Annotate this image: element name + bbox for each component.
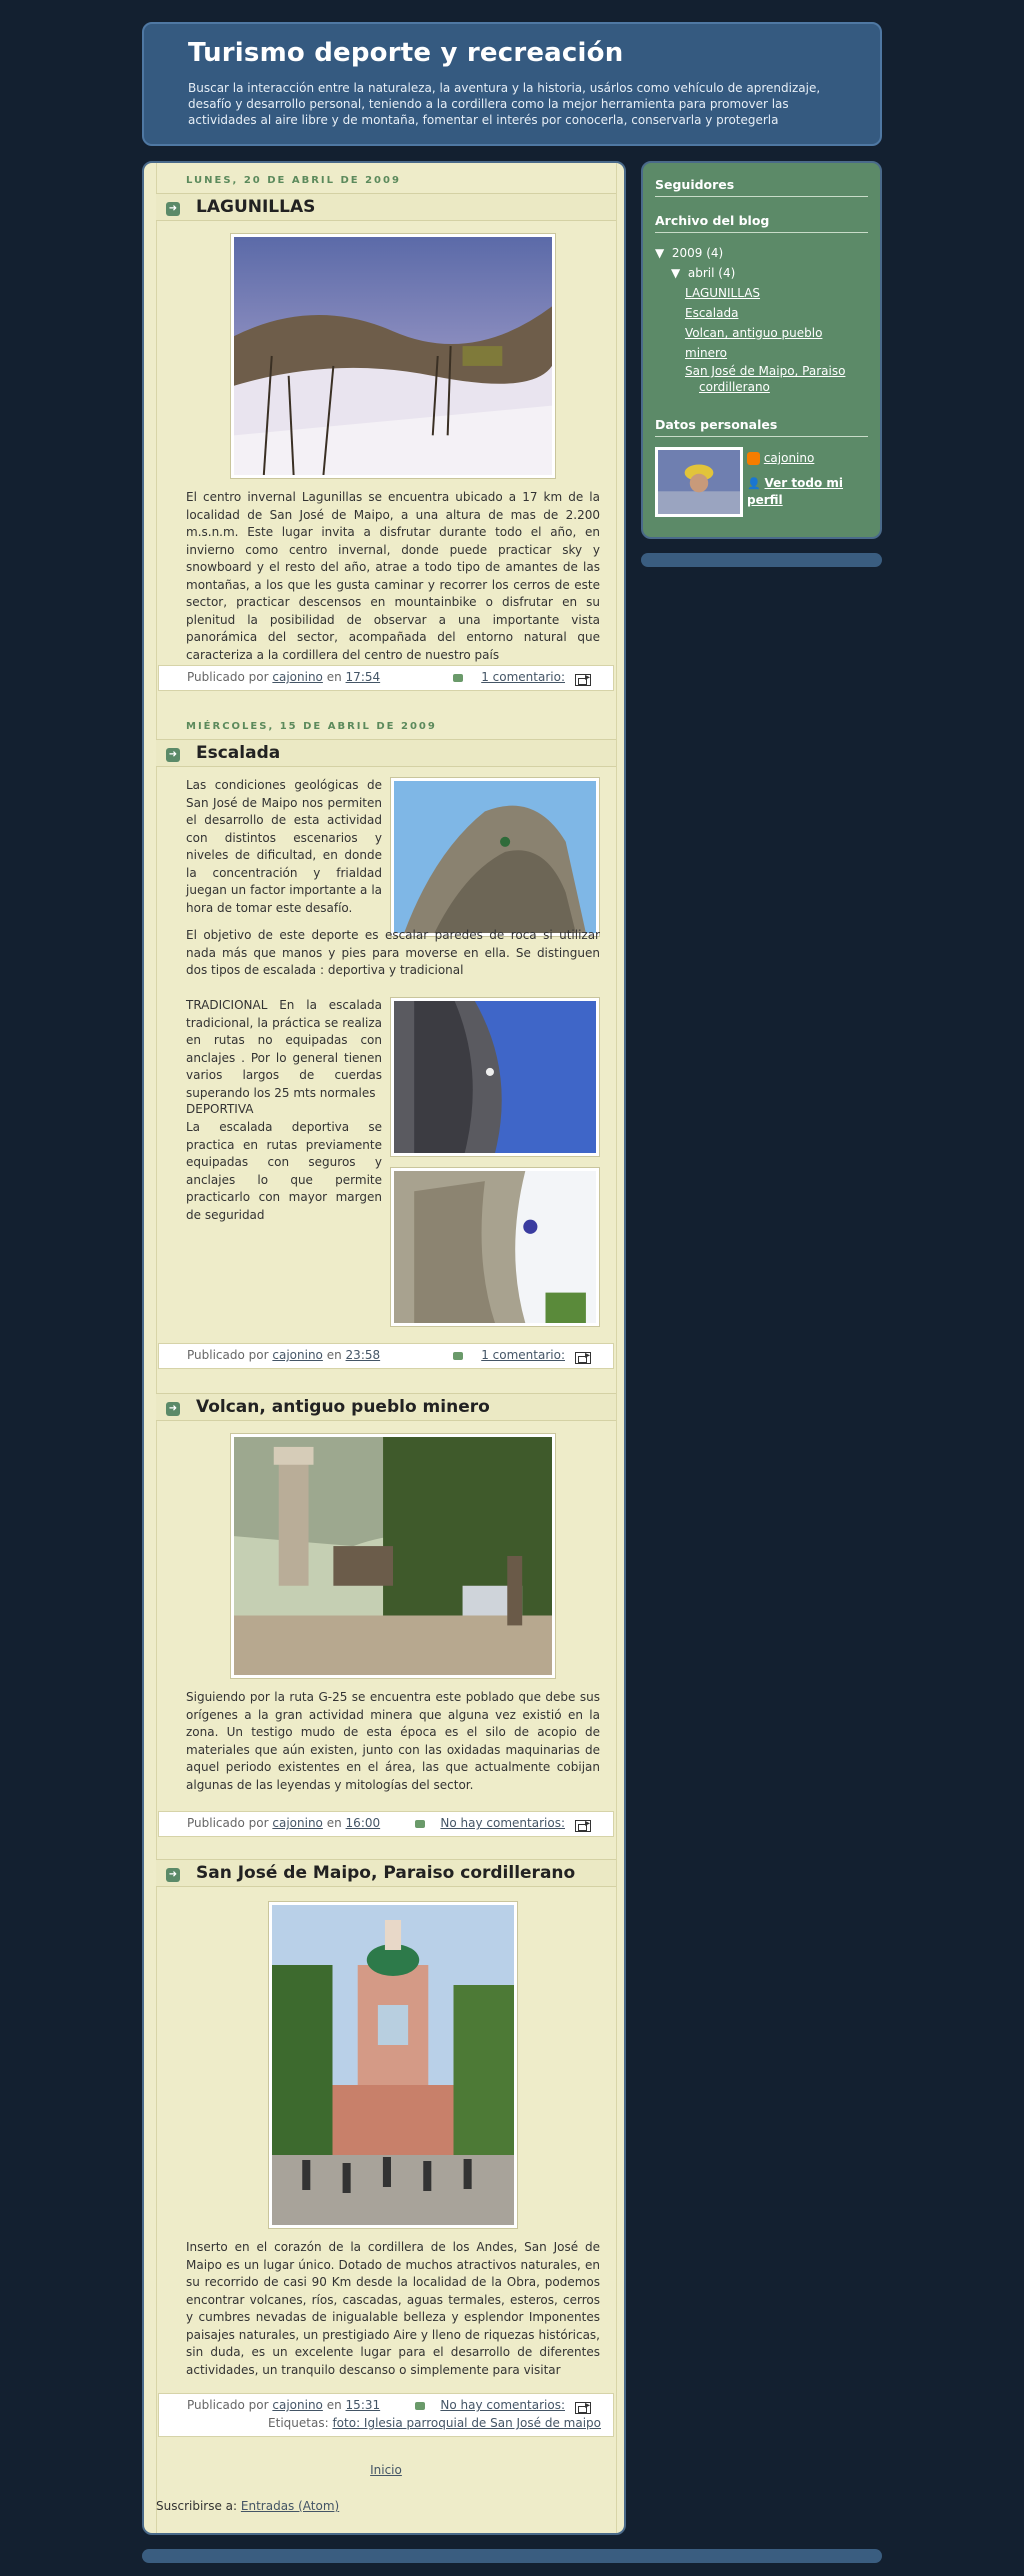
posted-by-label: Publicado por [187, 1348, 269, 1362]
author-link[interactable]: cajonino [272, 1348, 323, 1362]
sidebar [641, 161, 882, 539]
post-time-link[interactable]: 15:31 [345, 2398, 381, 2412]
post-title[interactable]: San José de Maipo, Paraiso cordillerano [196, 1863, 576, 1883]
profile-image [658, 450, 740, 514]
post-date: LUNES, 20 DE ABRIL DE 2009 [186, 175, 401, 186]
posted-by-label: Publicado por [187, 670, 269, 684]
posted-by-label: Publicado por [187, 2398, 269, 2412]
comment-icon [453, 1352, 463, 1360]
archive-post-item [655, 303, 868, 323]
label-link[interactable]: foto: Iglesia parroquial de San José de maipo [332, 2416, 601, 2430]
archive-post-item [655, 283, 868, 303]
lagunillas-image [234, 237, 552, 475]
comments-link[interactable]: No hay comentarios: [440, 1816, 565, 1830]
profile-heading: Datos personales [655, 417, 868, 437]
post-footer [158, 1811, 614, 1837]
profile-link-row [747, 475, 867, 508]
comments-link[interactable]: 1 comentario: [481, 1348, 565, 1362]
at-label: en [326, 2398, 342, 2412]
triangle-down-icon[interactable]: ▼ [655, 246, 665, 260]
post-title-bar [156, 1393, 616, 1421]
volcan-photo[interactable] [230, 1433, 556, 1679]
archive-month-label[interactable]: abril (4) [687, 266, 736, 280]
archive-month[interactable] [655, 263, 868, 283]
comment-icon [415, 2402, 425, 2410]
post-time-link[interactable]: 23:58 [345, 1348, 381, 1362]
post-body: Siguiendo por la ruta G-25 se encuentra este poblado que debe sus orígenes a la gran actividad minera que alguna vez existió en la zona. Un testigo mudo de esta época es el silo de acopio de materiales que aún existen, junto con las oxidadas maquinarias de aquel periodo existentes en el área, las que actualmente cobijan algunas de las leyendas y mitologías del sector. [186, 1690, 600, 1792]
profile-name-link[interactable]: cajonino [763, 451, 815, 465]
volcan-image [234, 1437, 552, 1675]
climbing-photo-2[interactable] [390, 997, 600, 1157]
post-body: TRADICIONAL En la escalada tradicional, la práctica se realiza en rutas no equipadas con anclajes . Por lo general tienen varios largos de cuerdas superando los 25 mts normales [186, 998, 382, 1100]
post-title[interactable]: Escalada [196, 743, 281, 763]
archive-year[interactable] [655, 243, 868, 263]
blog-title[interactable]: Turismo deporte y recreación [188, 38, 624, 68]
email-post-icon[interactable] [575, 674, 591, 686]
post-footer [158, 665, 614, 691]
home-link-wrapper [144, 2463, 628, 2477]
post-body: El centro invernal Lagunillas se encuentra ubicado a 17 km de la localidad de San José de Maipo, a una altura de mas de 2.200 m.s.n.m. Este lugar invita a disfrutar durante todo el año, en invierno como centro invernal, donde puede practicar sky y snowboard y el resto del año, atrae a todo tipo de amantes de las montañas, a los que les gusta caminar y recorrer los cerros de este sector, practicar descensos en mountainbike o disfrutar en su plenitud la posibilidad de observar a una importante vista panorámica del sector, acompañada del entorno natural que caracteriza a la cordillera del centro de nuestro país [186, 490, 600, 662]
profile-name-row [747, 451, 814, 465]
post-time-link[interactable]: 16:00 [345, 1816, 381, 1830]
iglesia-image [272, 1905, 514, 2225]
author-link[interactable]: cajonino [272, 1816, 323, 1830]
post-title[interactable]: LAGUNILLAS [196, 197, 316, 217]
archive-list [655, 243, 868, 395]
climbing-photo-3[interactable] [390, 1167, 600, 1327]
climbing-image-3 [394, 1171, 596, 1323]
post-body: La escalada deportiva se practica en rutas previamente equipadas con seguros y anclajes lo que permite practicarlo con mayor margen de seguridad [186, 1120, 382, 1222]
post-arrow-icon: ➜ [166, 1402, 180, 1416]
archive-year-label[interactable]: 2009 (4) [671, 246, 724, 260]
sidebar-bottom-bar [641, 553, 882, 567]
triangle-down-icon[interactable]: ▼ [671, 266, 681, 280]
subscribe-link[interactable]: Entradas (Atom) [240, 2499, 340, 2513]
comments-link[interactable]: No hay comentarios: [440, 2398, 565, 2412]
author-link[interactable]: cajonino [272, 2398, 323, 2412]
comments-link[interactable]: 1 comentario: [481, 670, 565, 684]
climbing-image-2 [394, 1001, 596, 1153]
profile-block [655, 447, 868, 527]
divider [616, 163, 617, 2533]
blog-description: Buscar la interacción entre la naturaleza, la aventura y la historia, usárlos como vehículo de aprendizaje, desafío y desarrollo personal, teniendo a la cordillera como la mejor herramienta para promover las actividades al aire libre y de montaña, fomentar el interés por conocerla, conservarla y protegerla [188, 81, 821, 127]
post-arrow-icon: ➜ [166, 202, 180, 216]
lagunillas-photo[interactable] [230, 233, 556, 479]
divider [156, 163, 157, 2533]
archive-heading: Archivo del blog [655, 213, 868, 233]
climbing-image-1 [394, 781, 596, 933]
post-body: Inserto en el corazón de la cordillera de los Andes, San José de Maipo es un lugar único. Dotado de muchos atractivos naturales, en su recorrido de casi 90 Km desde la localidad de la Obra, podemos encontrar volcanes, ríos, cascadas, aguas termales, esteros, cerros y cumbres nevadas de inigualable belleza y esplendor Imponentes paisajes naturales, un prestigiado Aire y lleno de riquezas históricas, sin duda, es un excelente lugar para el desarrollo de diferentes actividades, un tranquilo descanso o simplemente para visitar [186, 2240, 600, 2377]
post-title-bar [156, 1859, 616, 1887]
posted-by-label: Publicado por [187, 1816, 269, 1830]
post-arrow-icon: ➜ [166, 1868, 180, 1882]
blogger-icon [747, 452, 760, 465]
home-link[interactable]: Inicio [370, 2463, 402, 2477]
comment-icon [453, 674, 463, 682]
email-post-icon[interactable] [575, 1820, 591, 1832]
page-bottom-bar [142, 2549, 882, 2563]
archive-post-link[interactable]: Escalada [685, 306, 739, 320]
at-label: en [326, 670, 342, 684]
email-post-icon[interactable] [575, 1352, 591, 1364]
post-time-link[interactable]: 17:54 [345, 670, 381, 684]
post-footer [158, 2393, 614, 2437]
post-title-bar [156, 739, 616, 767]
email-post-icon[interactable] [575, 2402, 591, 2414]
archive-post-item [655, 363, 868, 395]
comment-icon [415, 1820, 425, 1828]
profile-avatar[interactable] [655, 447, 743, 517]
at-label: en [326, 1348, 342, 1362]
post-body: Las condiciones geológicas de San José de Maipo nos permiten el desarrollo de esta actividad con distintos escenarios y niveles de dificultad, en donde la concentración y frialdad juegan un factor importante a la hora de tomar este desafío. [186, 778, 382, 915]
archive-post-link[interactable]: Volcan, antiguo pueblo minero [685, 326, 823, 360]
post-title[interactable]: Volcan, antiguo pueblo minero [196, 1397, 490, 1417]
post-footer [158, 1343, 614, 1369]
subscribe-label: Suscribirse a: [156, 2499, 238, 2513]
archive-post-link[interactable]: San José de Maipo, Paraiso cordillerano [685, 364, 846, 394]
person-icon: 👤 [747, 477, 761, 490]
post-labels [268, 2416, 601, 2430]
author-link[interactable]: cajonino [272, 670, 323, 684]
iglesia-photo[interactable] [268, 1901, 518, 2229]
post-body: DEPORTIVA [186, 1102, 254, 1116]
view-profile-link[interactable]: Ver todo mi perfil [747, 476, 844, 507]
post-arrow-icon: ➜ [166, 748, 180, 762]
archive-post-link[interactable]: LAGUNILLAS [685, 286, 761, 300]
subscribe-row [156, 2499, 339, 2513]
at-label: en [326, 1816, 342, 1830]
followers-heading: Seguidores [655, 177, 868, 197]
labels-title: Etiquetas: [268, 2416, 329, 2430]
archive-post-item [655, 323, 868, 363]
post-title-bar [156, 193, 616, 221]
blog-header [142, 22, 882, 146]
post-date: MIÉRCOLES, 15 DE ABRIL DE 2009 [186, 721, 437, 732]
post-body: El objetivo de este deporte es escalar paredes de roca si utilizar nada más que manos y pies para moverse en ella. Se distinguen dos tipos de escalada : deportiva y tradicional [186, 928, 600, 977]
climbing-photo-1[interactable] [390, 777, 600, 937]
main-column [142, 161, 626, 2535]
